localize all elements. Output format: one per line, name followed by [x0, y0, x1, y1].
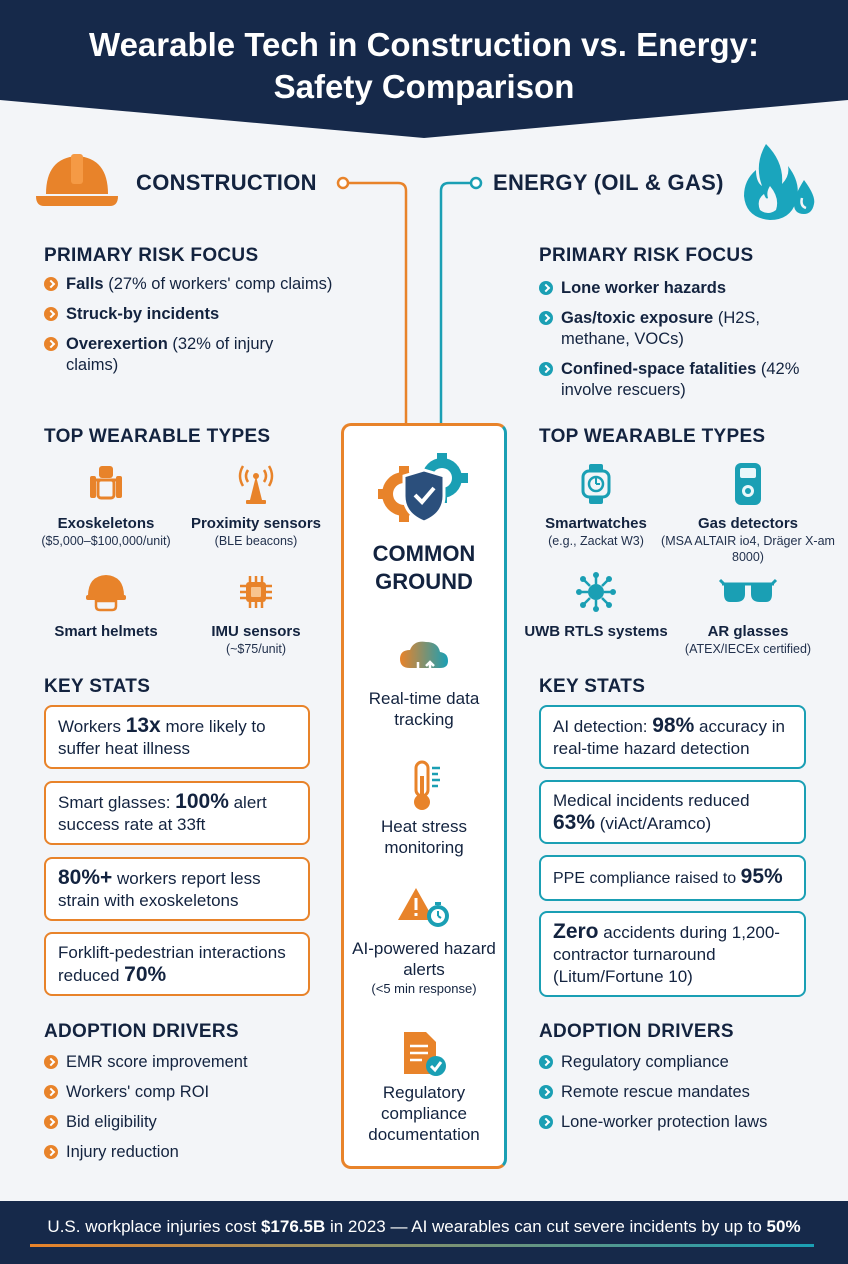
list-item: Struck-by incidents	[44, 304, 334, 325]
bullet-icon	[539, 1085, 553, 1099]
network-icon	[574, 570, 618, 614]
construction-drivers-list	[44, 1052, 324, 1172]
gas-detector-icon	[730, 461, 766, 507]
footer-divider	[30, 1244, 814, 1247]
bullet-icon	[44, 1085, 58, 1099]
bullet-icon	[44, 1145, 58, 1159]
footer-text: U.S. workplace injuries cost $176.5B in 2023 — AI wearables can cut severe incidents by up to 50%	[47, 1217, 801, 1236]
stat-card: 80%+ workers report less strain with exoskeletons	[44, 857, 310, 921]
wearable-uwb-rtls: UWB RTLS systems	[506, 566, 686, 641]
beacon-icon	[234, 462, 278, 506]
list-item: EMR score improvement	[44, 1052, 324, 1073]
wearable-ar-glasses: AR glasses (ATEX/IECEx certified)	[658, 566, 838, 657]
list-item: Remote rescue mandates	[539, 1082, 819, 1103]
stat-card: Smart glasses: 100% alert success rate at 33ft	[44, 781, 310, 845]
construction-risk-list	[44, 274, 334, 385]
wearable-exoskeletons: Exoskeletons ($5,000–$100,000/unit)	[16, 458, 196, 549]
energy-risk-heading: PRIMARY RISK FOCUS	[539, 245, 754, 266]
exoskeleton-icon	[84, 462, 128, 506]
wearable-gas-detectors: Gas detectors (MSA ALTAIR io4, Dräger X-am 8000)	[658, 458, 838, 565]
stat-card: Workers 13x more likely to suffer heat illness	[44, 705, 310, 769]
list-item: Injury reduction	[44, 1142, 324, 1163]
common-item-data-tracking: Real-time data tracking	[368, 689, 480, 729]
page-title: Wearable Tech in Construction vs. Energy: Safety Comparison	[89, 26, 759, 105]
common-item-heat-stress: Heat stress monitoring	[381, 817, 467, 857]
thermometer-icon	[408, 760, 444, 812]
list-item: Lone worker hazards	[539, 278, 809, 299]
list-item: Regulatory compliance	[539, 1052, 819, 1073]
wearable-imu-sensors: IMU sensors (~$75/unit)	[166, 566, 346, 657]
bullet-icon	[539, 281, 553, 295]
cloud-data-icon	[398, 638, 450, 682]
wearable-smart-helmets: Smart helmets	[16, 566, 196, 641]
bullet-icon	[44, 277, 58, 291]
list-item: Confined-space fatalities (42% involve rescuers)	[539, 359, 809, 401]
construction-heading: CONSTRUCTION	[136, 170, 317, 195]
stat-card: Medical incidents reduced 63% (viAct/Aramco)	[539, 780, 806, 844]
stat-card: AI detection: 98% accuracy in real-time hazard detection	[539, 705, 806, 769]
construction-stats-heading: KEY STATS	[44, 676, 151, 697]
common-item-ai-alerts: AI-powered hazard alerts (<5 min response)	[352, 939, 496, 996]
hard-hat-icon	[34, 146, 120, 212]
bullet-icon	[44, 1115, 58, 1129]
wearable-smartwatches: Smartwatches (e.g., Zackat W3)	[506, 458, 686, 549]
gears-shield-icon	[376, 448, 472, 530]
ar-glasses-icon	[718, 574, 778, 610]
bullet-icon	[539, 1115, 553, 1129]
list-item: Overexertion (32% of injury claims)	[44, 334, 294, 376]
list-item: Falls (27% of workers' comp claims)	[44, 274, 334, 295]
construction-risk-heading: PRIMARY RISK FOCUS	[44, 245, 259, 266]
list-item: Lone-worker protection laws	[539, 1112, 819, 1133]
construction-drivers-heading: ADOPTION DRIVERS	[44, 1021, 239, 1042]
bullet-icon	[539, 1055, 553, 1069]
energy-heading: ENERGY (OIL & GAS)	[493, 170, 724, 195]
energy-stats-heading: KEY STATS	[539, 676, 646, 697]
list-item: Workers' comp ROI	[44, 1082, 324, 1103]
bullet-icon	[44, 307, 58, 321]
common-ground-heading: COMMON GROUND	[372, 541, 476, 594]
alert-timer-icon	[396, 884, 452, 930]
stat-card: PPE compliance raised to 95%	[539, 855, 806, 901]
energy-risk-list	[539, 278, 809, 410]
bullet-icon	[44, 1055, 58, 1069]
chip-icon	[236, 572, 276, 612]
bullet-icon	[539, 362, 553, 376]
wearable-proximity-sensors: Proximity sensors (BLE beacons)	[166, 458, 346, 549]
smartwatch-icon	[578, 462, 614, 506]
flame-drop-icon	[740, 140, 820, 222]
bullet-icon	[44, 337, 58, 351]
document-check-icon	[400, 1030, 448, 1078]
stat-card: Zero accidents during 1,200-contractor turnaround (Litum/Fortune 10)	[539, 911, 806, 997]
energy-drivers-heading: ADOPTION DRIVERS	[539, 1021, 734, 1042]
list-item: Bid eligibility	[44, 1112, 324, 1133]
list-item: Gas/toxic exposure (H2S, methane, VOCs)	[539, 308, 779, 350]
construction-wearables-heading: TOP WEARABLE TYPES	[44, 426, 271, 447]
energy-wearables-heading: TOP WEARABLE TYPES	[539, 426, 766, 447]
common-item-compliance: Regulatory compliance documentation	[368, 1083, 480, 1144]
stat-card: Forklift-pedestrian interactions reduced 70%	[44, 932, 310, 996]
bullet-icon	[539, 311, 553, 325]
helmet-icon	[82, 570, 130, 614]
energy-drivers-list	[539, 1052, 819, 1142]
